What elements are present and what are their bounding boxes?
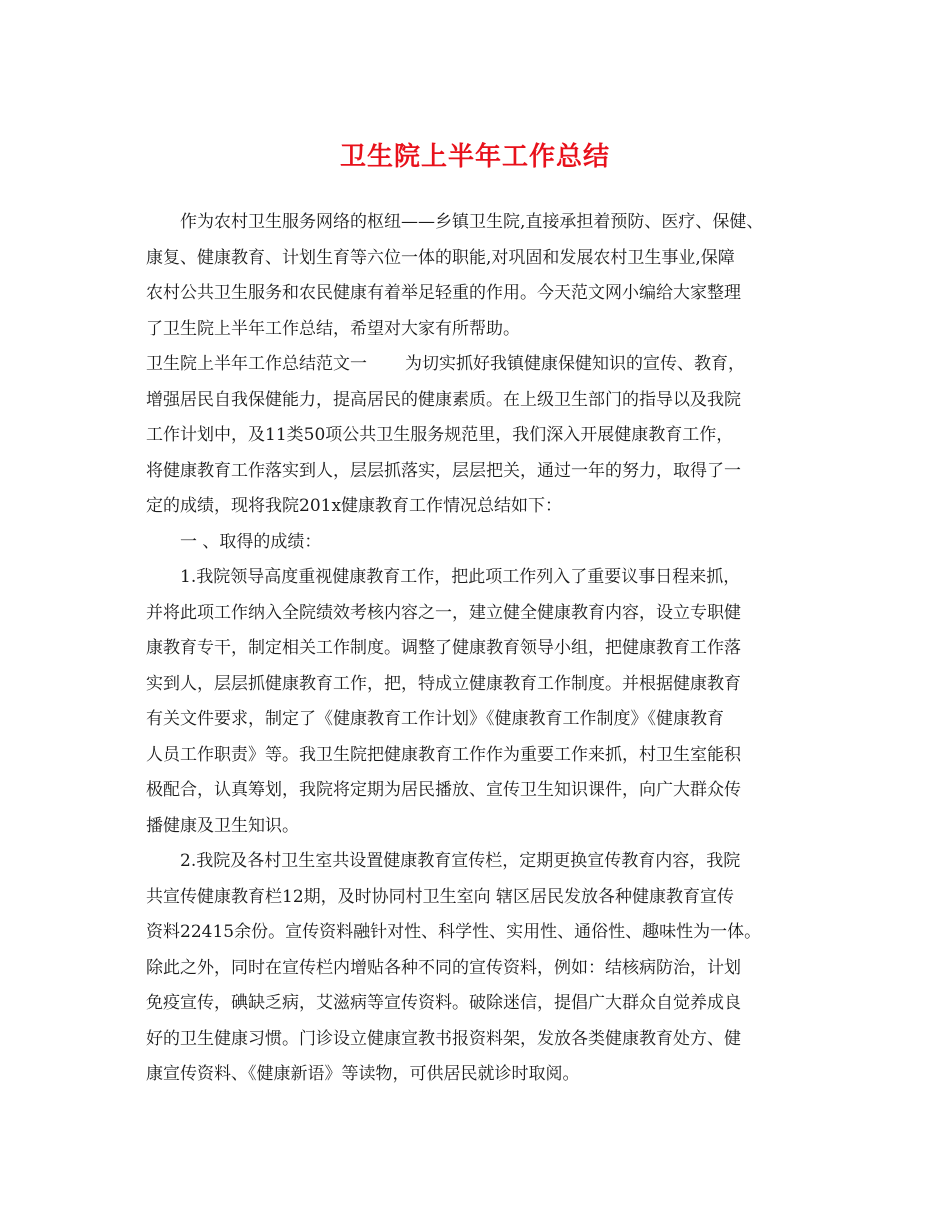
text-line-content: 定的成绩，现将我院201x健康教育工作情况总结如下：: [146, 496, 563, 516]
text-line: [146, 844, 816, 880]
text-line-content: 康宣传资料、《健康新语》等读物，可供居民就诊时取阅。: [146, 1064, 580, 1084]
text-line: [146, 383, 816, 419]
text-line: [146, 986, 816, 1022]
text-line-content: 除此之外，同时在宣传栏内增贴各种不同的宣传资料，例如：结核病防治，计划: [146, 957, 741, 978]
text-line-content: 1.我院领导高度重视健康教育工作，把此项工作列入了重要议事日程来抓，: [180, 567, 741, 587]
text-line: [146, 667, 816, 703]
text-line-content: 工作计划中，及11类50项公共卫生服务规范里，我们深入开展健康教育工作，: [146, 425, 734, 445]
text-line-content: 播健康及卫生知识。: [146, 815, 299, 836]
text-line: [146, 560, 816, 596]
text-line: [146, 596, 816, 632]
text-line: [146, 951, 816, 987]
text-line: [146, 702, 816, 738]
document-title: 卫生院上半年工作总结: [339, 142, 610, 172]
text-line-content: 好的卫生健康习惯。门诊设立健康宣教书报资料架，发放各类健康教育处方、健: [146, 1028, 741, 1049]
text-line-content: 卫生院上半年工作总结范文一: [146, 354, 367, 374]
text-line-content: 一 、取得的成绩：: [180, 531, 322, 552]
text-line-content: 实到人，层层抓健康教育工作，把，特成立健康教育工作制度。并根据健康教育: [146, 673, 741, 694]
text-line: [146, 525, 816, 561]
text-line-content: 康复、健康教育、计划生育等六位一体的职能,对巩固和发展农村卫生事业,保障: [146, 247, 735, 268]
text-line-content: 作为农村卫生服务网络的枢纽——乡镇卫生院,直接承担着预防、医疗、保健、: [180, 212, 764, 232]
text-line-continuation: 为切实抓好我镇健康保健知识的宣传、教育，: [405, 354, 745, 374]
text-line-content: 极配合，认真筹划，我院将定期为居民播放、宣传卫生知识课件，向广大群众传: [146, 780, 741, 800]
text-line: [146, 418, 816, 454]
text-line-content: 了卫生院上半年工作总结，希望对大家有所帮助。: [146, 318, 520, 339]
text-line: [146, 809, 816, 845]
text-line-content: 免疫宣传，碘缺乏病，艾滋病等宣传资料。破除迷信，提倡广大群众自觉养成良: [146, 993, 741, 1013]
text-line: [146, 241, 816, 277]
text-line: [146, 347, 816, 383]
text-line-content: 将健康教育工作落实到人，层层抓落实，层层把关，通过一年的努力，取得了一: [146, 460, 741, 481]
text-line: [146, 205, 816, 241]
text-line-content: 康教育专干，制定相关工作制度。调整了健康教育领导小组，把健康教育工作落: [146, 638, 741, 658]
text-line-content: 2.我院及各村卫生室共设置健康教育宣传栏，定期更换宣传教育内容，我院: [180, 851, 741, 871]
text-line-content: 增强居民自我保健能力，提高居民的健康素质。在上级卫生部门的指导以及我院: [146, 389, 741, 410]
text-line: [146, 915, 816, 951]
text-line-content: 共宣传健康教育栏12期，及时协同村卫生室向 辖区居民发放各种健康教育宣传: [146, 886, 735, 907]
text-line-content: 有关文件要求，制定了《健康教育工作计划》《健康教育工作制度》《健康教育: [146, 709, 724, 729]
text-line-content: 农村公共卫生服务和农民健康有着举足轻重的作用。今天范文网小编给大家整理: [146, 283, 741, 303]
text-line: [146, 489, 816, 525]
text-line-content: 人员工作职责》等。我卫生院把健康教育工作作为重要工作来抓，村卫生室能积: [146, 744, 741, 765]
text-line: [146, 738, 816, 774]
document-body: [146, 205, 816, 1093]
text-line-content: 并将此项工作纳入全院绩效考核内容之一，建立健全健康教育内容，设立专职健: [146, 602, 741, 623]
text-line: [146, 454, 816, 490]
text-line: [146, 1057, 816, 1093]
text-line: [146, 631, 816, 667]
text-line: [146, 276, 816, 312]
text-line: [146, 773, 816, 809]
text-line: [146, 880, 816, 916]
text-line: [146, 1022, 816, 1058]
text-line-content: 资料22415余份。宣传资料融针对性、科学性、实用性、通俗性、趣味性为一体。: [146, 922, 762, 942]
text-line: [146, 312, 816, 348]
